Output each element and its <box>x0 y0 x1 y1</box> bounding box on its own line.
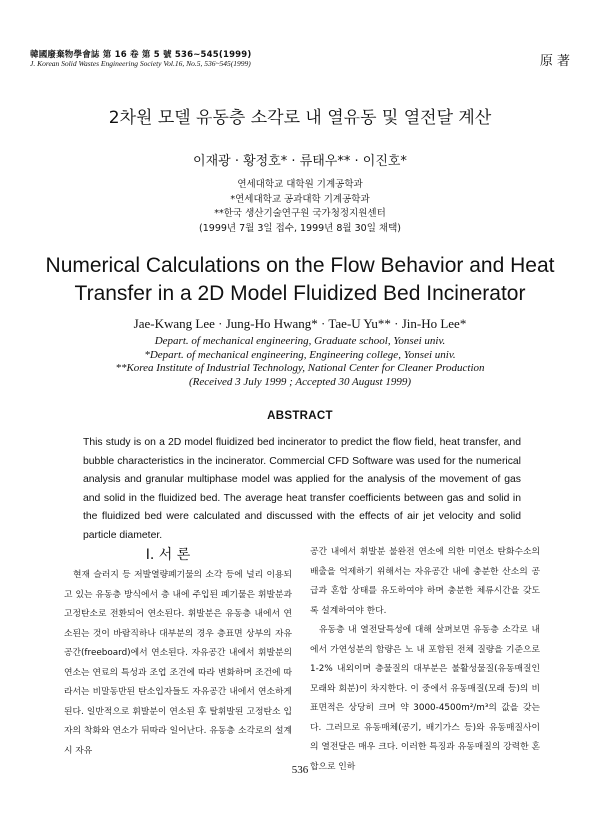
journal-title-ko: 韓國廢棄物學會誌 第 16 卷 第 5 號 536~545(1999) <box>30 50 252 60</box>
affiliations-en <box>0 335 600 389</box>
left-column-text <box>64 566 292 761</box>
authors-ko: 이재광 · 황정호* · 류태우** · 이진호* <box>193 154 407 169</box>
affiliation-en-line: **Korea Institute of Industrial Technology, National Center for Cleaner Production <box>115 362 485 374</box>
paragraph: 현재 슬러지 등 저발열량폐기물의 소각 등에 널리 이용되고 있는 유동층 방식에서 층 내에 주입된 폐기물은 휘발분과 고정탄소로 전환되어 연소된다. 휘발분은 유동층 내에서 연소된는 것이 바람직하나 대부분의 경우 층표면 상부의 자유공간(freeboard)에서 연소된다. 자유공간 내에서 휘발분의 연소는 연료의 특성과 조업 조건에 따라 변화하며 조건에 따라서는 비말동반된 탄소입자들도 자유공간 내에서 연소하게 된다. 일반적으로 휘발분이 연소된 후 탈휘발된 고정탄소 입자의 착화와 연소가 뒤따라 일어난다. 유동층 소각로의 설계시 자유 <box>64 570 292 756</box>
title-en-line: Numerical Calculations on the Flow Behavior and Heat <box>45 254 555 277</box>
page-number: 536 <box>291 764 309 776</box>
paragraph: 공간 내에서 휘발분 불완전 연소에 의한 미연소 탄화수소의 배출을 억제하기 위해서는 자유공간 내에 충분한 산소의 공급과 혼합 상태를 유도하여야 하며 충분한 체류시간을 갖도록 설계하여야 한다. <box>310 547 540 616</box>
title-en-line: Transfer in a 2D Model Fluidized Bed Incinerator <box>74 282 526 305</box>
affiliation-en-line: Depart. of mechanical engineering, Graduate school, Yonsei univ. <box>154 335 446 347</box>
affiliation-ko-line: *연세대학교 공과대학 기계공학과 <box>230 193 370 205</box>
paragraph: 유동층 내 열전달특성에 대해 살펴보면 유동층 소각로 내에서 가연성분의 함량은 노 내 포함된 전체 질량을 기준으로 1-2% 내외이며 층물질의 대부분은 불활성물질(유동매질인 모래와 회분)이 차지한다. 이 중에서 유동매질(모래 등)의 비표면적은 상당히 크며 약 3000-4500m²/m³의 값을 갖는다. 그러므로 유동매체(공기, 배기가스 등)와 유동매질사이의 열전달은 매우 크다. 이러한 특징과 유동매질의 강력한 혼합으로 인하 <box>310 625 540 772</box>
affiliations-ko <box>0 178 600 236</box>
section-heading: Ⅰ. 서 론 <box>145 547 191 563</box>
paper-title-en <box>0 252 600 308</box>
affiliation-ko-line: **한국 생산기술연구원 국가청정지원센터 <box>214 208 386 219</box>
authors-en: Jae-Kwang Lee · Jung-Ho Hwang* · Tae-U Yu** · Jin-Ho Lee* <box>133 316 467 331</box>
right-column-text <box>310 543 540 777</box>
received-date-ko: (1999년 7월 3일 접수, 1999년 8월 30일 채택) <box>199 222 401 234</box>
abstract-heading: ABSTRACT <box>267 410 333 422</box>
paper-title-ko: 2차원 모델 유동층 소각로 내 열유동 및 열전달 계산 <box>108 108 492 128</box>
affiliation-ko-line: 연세대학교 대학원 기계공학과 <box>237 179 363 190</box>
article-type-tag: 原 著 <box>539 54 570 69</box>
received-date-en: (Received 3 July 1999 ; Accepted 30 August 1999) <box>189 375 411 388</box>
abstract-body: This study is on a 2D model fluidized bed incinerator to predict the flow field, heat transfer, and bubble characteristics in the incinerator. Commercial CFD Software was used for the numerical analysis and granular multiphase model was applied for the analysis of the movement of gas and solid in the fluidized bed. The average heat transfer coefficients between gas and solid in the fluidized bed were calculated and discussed with the effects of air jet velocity and solid particle diameter. <box>83 437 521 541</box>
affiliation-en-line: *Depart. of mechanical engineering, Engineering college, Yonsei univ. <box>144 348 456 361</box>
journal-title-en: J. Korean Solid Wastes Engineering Society Vol.16, No.5, 536~545(1999) <box>30 59 251 68</box>
